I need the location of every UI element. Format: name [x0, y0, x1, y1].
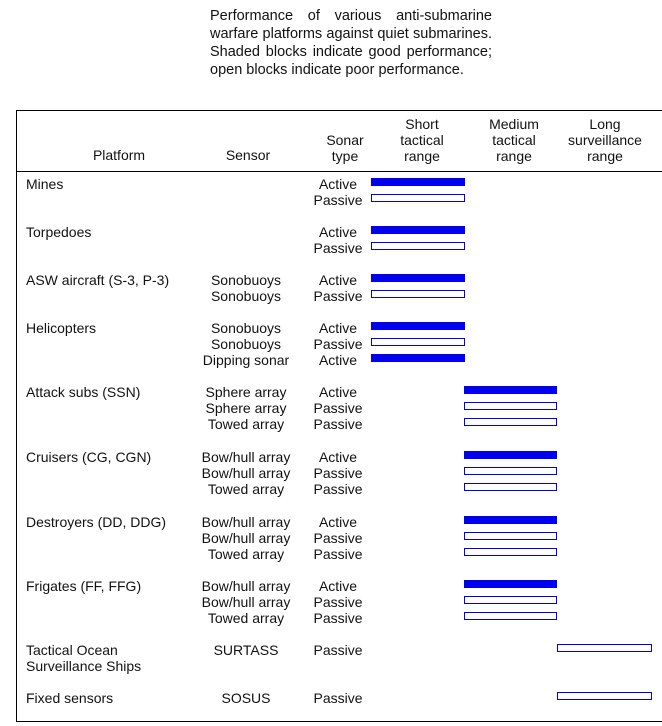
header-medium-range-line: Medium: [489, 116, 539, 132]
sensor-label: Bow/hull array: [201, 578, 291, 594]
sonar-type-label: Passive: [313, 288, 363, 305]
good-performance-block: [371, 178, 465, 186]
poor-performance-block: [557, 692, 652, 700]
header-short-range-line: tactical: [400, 132, 444, 148]
poor-performance-block: [371, 242, 465, 250]
sonar-type-label: Active: [318, 176, 358, 192]
sonar-type-label: Passive: [313, 642, 363, 658]
header-platform: Platform: [92, 147, 146, 163]
header-long-range-line: Long: [589, 116, 621, 132]
poor-performance-block: [464, 596, 557, 604]
platform-label: Fixed sensors: [26, 690, 114, 706]
good-performance-block: [464, 386, 557, 394]
sonar-type-label: Passive: [313, 416, 363, 433]
platform-label: Torpedoes: [26, 224, 92, 240]
poor-performance-block: [557, 644, 652, 652]
header-divider: [16, 171, 662, 172]
platform-label: Frigates (FF, FFG): [26, 578, 142, 594]
sonar-type-label: Passive: [313, 530, 363, 547]
sensor-label: Sphere array: [205, 400, 287, 417]
sonar-type-label: Passive: [313, 192, 363, 209]
sensor-label: Sonobuoys: [210, 320, 282, 336]
header-long-range-line: range: [587, 148, 623, 164]
good-performance-block: [464, 516, 557, 524]
sensor-label: Bow/hull array: [201, 514, 291, 530]
platform-label: Destroyers (DD, DDG): [26, 514, 167, 530]
platform-label: Cruisers (CG, CGN): [26, 449, 152, 465]
header-sensor: Sensor: [225, 147, 271, 163]
sensor-label: Sonobuoys: [210, 272, 282, 288]
poor-performance-block: [371, 194, 465, 202]
sensor-label: SOSUS: [221, 690, 271, 706]
platform-label: ASW aircraft (S-3, P-3): [26, 272, 170, 288]
sonar-type-label: Active: [318, 320, 358, 336]
sonar-type-label: Passive: [313, 465, 363, 482]
good-performance-block: [371, 274, 465, 282]
platform-label: Surveillance Ships: [26, 658, 142, 674]
sensor-label: Towed array: [207, 546, 285, 563]
sonar-type-label: Passive: [313, 546, 363, 563]
poor-performance-block: [371, 338, 465, 346]
platform-label: Mines: [26, 176, 64, 192]
good-performance-block: [371, 354, 465, 362]
sonar-type-label: Passive: [313, 610, 363, 627]
sensor-label: Towed array: [207, 416, 285, 433]
sonar-type-label: Active: [318, 224, 358, 240]
header-sonar-type-line: Sonar: [326, 132, 364, 148]
header-medium-range-line: tactical: [492, 132, 536, 148]
sensor-label: Bow/hull array: [201, 465, 291, 482]
sonar-type-label: Passive: [313, 594, 363, 611]
sonar-type-label: Passive: [313, 240, 363, 257]
header-long-range-line: surveillance: [568, 132, 642, 148]
sonar-type-label: Active: [318, 352, 358, 369]
poor-performance-block: [464, 467, 557, 475]
sonar-type-label: Passive: [313, 481, 363, 498]
sensor-label: Towed array: [207, 481, 285, 498]
platform-label: Helicopters: [26, 320, 97, 336]
good-performance-block: [464, 580, 557, 588]
sonar-type-label: Active: [318, 384, 358, 400]
poor-performance-block: [464, 418, 557, 426]
platform-label: Attack subs (SSN): [26, 384, 141, 400]
poor-performance-block: [464, 532, 557, 540]
sonar-type-label: Active: [318, 272, 358, 288]
sonar-type-label: Active: [318, 449, 358, 465]
header-long-range: [553, 116, 657, 164]
header-short-range-line: Short: [405, 116, 439, 132]
poor-performance-block: [371, 290, 465, 298]
poor-performance-block: [464, 402, 557, 410]
sensor-label: Sonobuoys: [210, 288, 282, 305]
sonar-type-label: Passive: [313, 690, 363, 706]
platform-label: Tactical Ocean: [26, 642, 118, 658]
good-performance-block: [464, 451, 557, 459]
header-sonar-type-line: type: [331, 148, 359, 164]
poor-performance-block: [464, 612, 557, 620]
header-short-range: [372, 116, 472, 164]
sonar-type-label: Passive: [313, 336, 363, 353]
good-performance-block: [371, 322, 465, 330]
sonar-type-label: Active: [318, 578, 358, 594]
poor-performance-block: [464, 483, 557, 491]
sensor-label: Bow/hull array: [201, 594, 291, 611]
poor-performance-block: [464, 548, 557, 556]
header-medium-range-line: range: [496, 148, 532, 164]
sonar-type-label: Passive: [313, 400, 363, 417]
sensor-label: Towed array: [207, 610, 285, 627]
sonar-type-label: Active: [318, 514, 358, 530]
sensor-label: Dipping sonar: [202, 352, 290, 369]
sensor-label: Sonobuoys: [210, 336, 282, 353]
sensor-label: Sphere array: [205, 384, 287, 400]
header-sonar-type: [308, 132, 382, 164]
header-short-range-line: range: [404, 148, 440, 164]
good-performance-block: [371, 226, 465, 234]
sensor-label: SURTASS: [213, 642, 279, 658]
sensor-label: Bow/hull array: [201, 530, 291, 547]
sensor-label: Bow/hull array: [201, 449, 291, 465]
header-medium-range: [464, 116, 564, 164]
figure-caption: Performance of various anti-submarine warfare platforms against quiet submarines. Shaded blocks indicate good performance; open blocks indicate poor performance.: [210, 8, 492, 78]
